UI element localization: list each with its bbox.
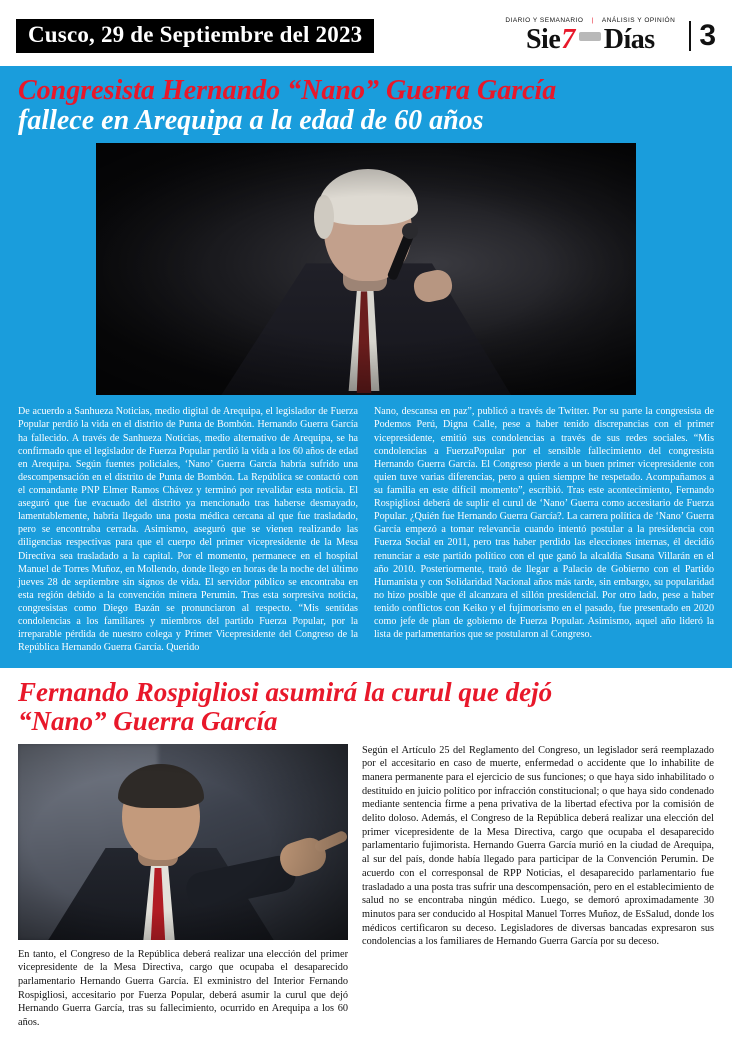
story1-headline (18, 76, 714, 135)
dateline: Cusco, 29 de Septiembre del 2023 (16, 19, 374, 52)
story1-column-1 (18, 405, 358, 654)
photo-guerra-garcia-podium (96, 143, 636, 395)
brand-text (505, 18, 675, 54)
photo2-vignette (18, 744, 348, 940)
story2-column-left (18, 744, 348, 1030)
story1-column-2 (374, 405, 714, 654)
story-guerra-garcia (0, 66, 732, 668)
masthead (16, 14, 716, 58)
story-rospigliosi (0, 668, 732, 1041)
page-number: 3 (689, 21, 716, 51)
brand-kicker-separator: | (591, 17, 594, 25)
photo1-vignette (96, 143, 636, 395)
newspaper-page (0, 14, 732, 1038)
brand-logo-dias: Días (603, 23, 655, 55)
story1-headline-line2: fallece en Arequipa a la edad de 60 años (18, 104, 484, 136)
brand-kicker-left: DIARIO Y SEMANARIO (505, 17, 584, 25)
brand-logo-sie: Sie (525, 23, 561, 55)
story1-body-col2: Nano, descansa en paz”, publicó a través de Twitter. Por su parte la congresista de Podemos Perú, Digna Calle, pese a haber tenido discrepancias con el primer vicepresidente, emitió sus condolencias a través de sus redes sociales. “Mis condolencias a FuerzaPopular por el sensible fallecimiento del congresista Hernando Guerra García. El Congreso pierde a un buen primer vicepresidente con quien tuve varias diferencias, pero a quien siempre he respetado. Acompañamos a su familia en este difícil momento”, escribió. Tras este acontecimiento, Fernando Rospigliosi deberá de suplir el curul de ‘Nano’ Guerra como accesitario de Fuerza Popular. ¿Quién fue Hernando Guerra García?. La carrera política de ‘Nano’ Guerra García empezó a tomar relevancia cuando intentó postular a la presidencia con Fuerza Social en 2011, pero tras haber perdido las elecciones internas, él decidió renunciar a este partido político con el que ganó la alcaldía Susana Villarán en el año 2010. Posteriormente, trató de llegar a Palacio de Gobierno con el Partido Humanista y con Solidaridad Nacional años más tarde, sin embargo, su popularidad no hizo posible que él alcanzara el sillón presidencial. Por otro lado, pese a haber tenido conflictos con Keiko y el fujimorismo en el pasado, fue presentado en 2020 como jefe de plan de gobierno de Fuerza Popular. Asimismo, aquel año lideró la lista de parlamentarios que se postularon al Congreso. (374, 406, 714, 641)
brand-logo-dash-icon (579, 32, 601, 41)
story2-headline (18, 678, 714, 735)
story2-body: Según el Artículo 25 del Reglamento del Congreso, un legislador será reemplazado por el accesitario en caso de muerte, enfermedad o accidente que lo inhabilite de manera permanente para el ejercicio de sus funciones; o que haya sido inhabilitado o destituido en juicio político por infracción constitucional; o que haya sido condenado mediante sentencia firme a pena privativa de la libertad efectiva por la comisión de delito doloso. Además, el Congreso de la República deberá realizar una elección del primer vicepresidente de la Mesa Directiva, cargo que ocupaba el desaparecido parlamentario fujimorista. Hernando Guerra García murió en la ciudad de Arequipa, al sur del país, donde había llegado para participar de la Convención Perumin. De acuerdo con el corresponsal de RPP Noticias, el desaparecido parlamentario fue trasladado a una posta tras sufrir una descompensación, pero en el establecimiento de salud no se encontraba ningún médico. Luego, se demoró aproximadamente 30 minutos para ser conducido al Hospital Manuel Torres Muñoz, de EsSalud, donde los médicos certificaron su deceso. Legisladores de diversas bancadas expresaron sus condolencias a los familiares de Hernando Guerra García por su deceso. (362, 744, 714, 948)
story2-column-right (362, 744, 714, 1030)
brand-logo (525, 23, 655, 55)
story2-headline-line1: Fernando Rospigliosi asumirá la curul que dejó (18, 677, 553, 708)
brand-block (505, 18, 716, 54)
brand-logo-seven: 7 (561, 23, 575, 55)
story2-headline-line2: “Nano” Guerra García (18, 706, 278, 737)
story2-caption: En tanto, el Congreso de la República deberá realizar una elección del primer vicepresidente de la Mesa Directiva, cargo que ocupaba el desaparecido parlamentario Hernando Guerra García. El exministro del Interior Fernando Rospigliosi, accesitario por Fuerza Popular, deberá asumir la curul que dejó Hernando Guerra García, tras su fallecimiento, ocurrido en Arequipa a los 60 años. (18, 948, 348, 1029)
story1-body-col1: De acuerdo a Sanhueza Noticias, medio digital de Arequipa, el legislador de Fuerza Popular perdió la vida en el distrito de Punta de Bombón. Hernando Guerra García ha fallecido. A través de Sanhueza Noticias, medio alternativo de Arequipa, se ha confirmado que el legislador de Fuerza Popular perdió la vida a los 60 años de edad en Arequipa. Según fuentes policiales, ‘Nano’ Guerra García habría sufrido una descompensación en el distrito de Punta de Bombón. La República se contactó con el comandante PNP Elmer Ramos Chávez y terminó por revalidar esta noticia. El aseguró que fue evacuado del distrito ya mencionado tras haberse desmayado, lamentablemente, habría llegado una posta médica cercana al que fue trasladado, pero se encontraba cerrada. Asimismo, aseguró que se vienen realizando las diligencias respectivas para que el cuerpo del primer vicepresidente de la Mesa Directiva sea trasladado a la capital. Por el momento, permanece en el hospital Manuel de Torres Muñoz, en Mollendo, donde llego en horas de la noche del último jueves 28 de septiembre sin signos de vida. El servidor público se encontraba en esta región debido a la convención minera Perumin. Tras esta sorpresiva noticia, congresistas como Diego Bazán se pronunciaron al respecto. “Mis sentidas condolencias a los familiares y miembros del partido Fuerza Popular, por la irreparable pérdida de nuestro colega y Primer Vicepresidente del Congreso de la República Hernando Guerra García. Querido (18, 406, 358, 654)
story2-columns (18, 744, 714, 1030)
photo-rospigliosi-pointing (18, 744, 348, 940)
story1-headline-line1: Congresista Hernando “Nano” Guerra García (18, 75, 557, 106)
brand-kicker-right: ANÁLISIS Y OPINIÓN (601, 17, 676, 25)
story1-columns (18, 405, 714, 654)
